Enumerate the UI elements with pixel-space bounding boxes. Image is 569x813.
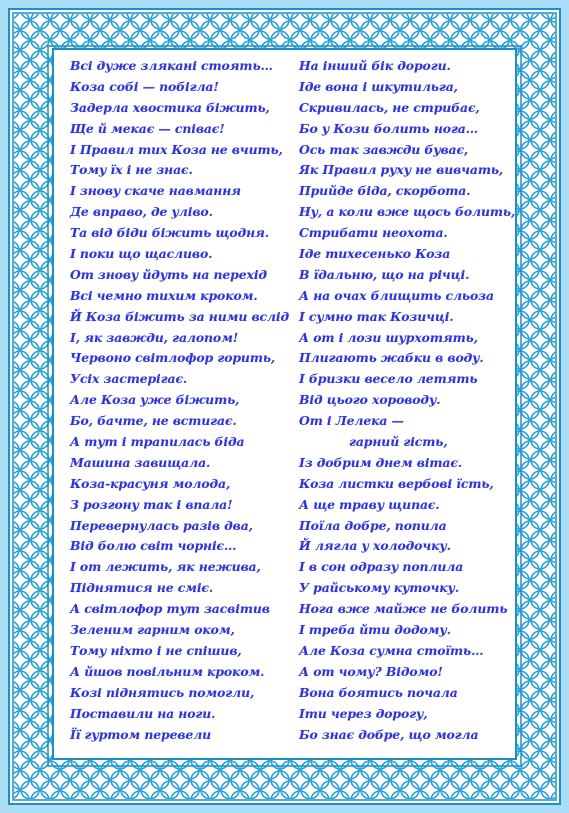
- poem-line: Поїла добре, попила: [299, 517, 447, 533]
- poem-line: Машина завищала.: [70, 454, 211, 470]
- poem-line: І, як завжди, галопом!: [70, 329, 239, 345]
- poem-line: Іти через дорогу,: [299, 705, 428, 721]
- poem-line: гарний гість,: [349, 434, 448, 450]
- poem-line: Й лягла у холодочку.: [299, 538, 451, 554]
- poem-line: А от і лози шурхотять,: [299, 329, 478, 345]
- poem-line: І знову скаче навмання: [70, 183, 241, 199]
- poem-line: Коза-красуня молода,: [70, 475, 231, 491]
- poem-line: Всі чемно тихим кроком.: [70, 287, 258, 303]
- poem-line: А от чому? Відомо!: [299, 663, 443, 679]
- poem-line: Прийде біда, скорбота.: [299, 183, 471, 199]
- poem-line: Ну, а коли вже щось болить,: [299, 204, 516, 220]
- poem-line: Червоно світлофор горить,: [70, 350, 276, 366]
- poem-line: І бризки весело летять: [299, 371, 478, 387]
- poem-line: В їдальню, що на річці.: [299, 266, 470, 282]
- poem-line: І сумно так Козичці.: [299, 308, 454, 324]
- poem-line: У райському куточку.: [299, 580, 460, 596]
- poem-line: А ще траву щипає.: [299, 496, 440, 512]
- poem-line: Її гуртом перевели: [70, 726, 212, 742]
- poem-line: Бо, бачте, не встигає.: [70, 413, 237, 429]
- poem-line: Піднятися не сміє.: [70, 580, 214, 596]
- poem-line: Тому їх і не знає.: [70, 162, 193, 178]
- poem-line: От знову йдуть на перехід: [70, 266, 267, 282]
- poem-line: І в сон одразу поплила: [299, 559, 464, 575]
- poem-line: Вона боятись почала: [299, 684, 458, 700]
- poem-line: З розгону так і впала!: [70, 496, 233, 512]
- poem-line: І треба йти додому.: [299, 622, 451, 638]
- poem-line: Але Коза сумна стоїть…: [299, 642, 484, 658]
- poem-line: Стрибати неохота.: [299, 225, 448, 241]
- poem-line: І от лежить, як нежива,: [70, 559, 261, 575]
- poem-line: На інший бік дороги.: [299, 58, 451, 73]
- poem-line: Задерла хвостика біжить,: [70, 99, 270, 115]
- poem-line: Бо знає добре, що могла: [299, 726, 479, 742]
- poem-line: Коза листки вербові їсть,: [299, 475, 494, 491]
- poem-line: Козі піднятись помогли,: [70, 684, 255, 700]
- poem-line: Від цього хороводу.: [299, 392, 441, 408]
- poem-line: Тому ніхто і не спішив,: [70, 642, 242, 658]
- poem-line: Як Правил руху не вивчать,: [299, 162, 504, 178]
- poem-line: Плигають жабки в воду.: [299, 350, 484, 366]
- poem-line: Перевернулась разів два,: [70, 517, 253, 533]
- poem-line: Ще й мекає — співає!: [70, 120, 225, 136]
- poem-line: Іде тихесенько Коза: [299, 246, 451, 262]
- poem-line: Коза собі — побігла!: [70, 78, 219, 94]
- poem-line: Всі дуже злякані стоять…: [70, 58, 273, 73]
- poem-line: А на очах блищить сльоза: [299, 287, 494, 303]
- poem-line: Бо у Кози болить нога…: [299, 120, 479, 136]
- poem-line: Нога вже майже не болить: [299, 601, 508, 617]
- poem-line: А тут і трапилась біда: [70, 434, 245, 450]
- poem-line: Із добрим днем вітає.: [299, 454, 462, 470]
- poem-line: Поставили на ноги.: [70, 705, 216, 721]
- poem-right-column: [299, 56, 515, 745]
- poem-line: Від болю світ чорніє…: [70, 538, 237, 554]
- poem-line: Але Коза уже біжить,: [70, 392, 240, 408]
- poem-line: Зеленим гарним оком,: [70, 622, 235, 638]
- poem-line: Скривилась, не стрибає,: [299, 99, 480, 115]
- poem-left-column: [70, 56, 289, 745]
- poem-panel: [52, 48, 517, 760]
- poem-line: Іде вона і шкутильга,: [299, 78, 458, 94]
- poem-line: Усіх застерігає.: [70, 371, 188, 387]
- poem-line: Та від біди біжить щодня.: [70, 225, 270, 241]
- poem-line: І поки що щасливо.: [70, 246, 213, 262]
- poem-line: А світлофор тут засвітив: [70, 601, 270, 617]
- poem-line: Й Коза біжить за ними вслід: [70, 308, 290, 324]
- poem-line: От і Лелека —: [299, 413, 404, 429]
- poem-line: І Правил тих Коза не вчить,: [70, 141, 283, 157]
- poem-line: Ось так завжди буває,: [299, 141, 469, 157]
- poem-line: А йшов повільним кроком.: [70, 663, 265, 679]
- poem-line: Де вправо, де уліво.: [70, 204, 213, 220]
